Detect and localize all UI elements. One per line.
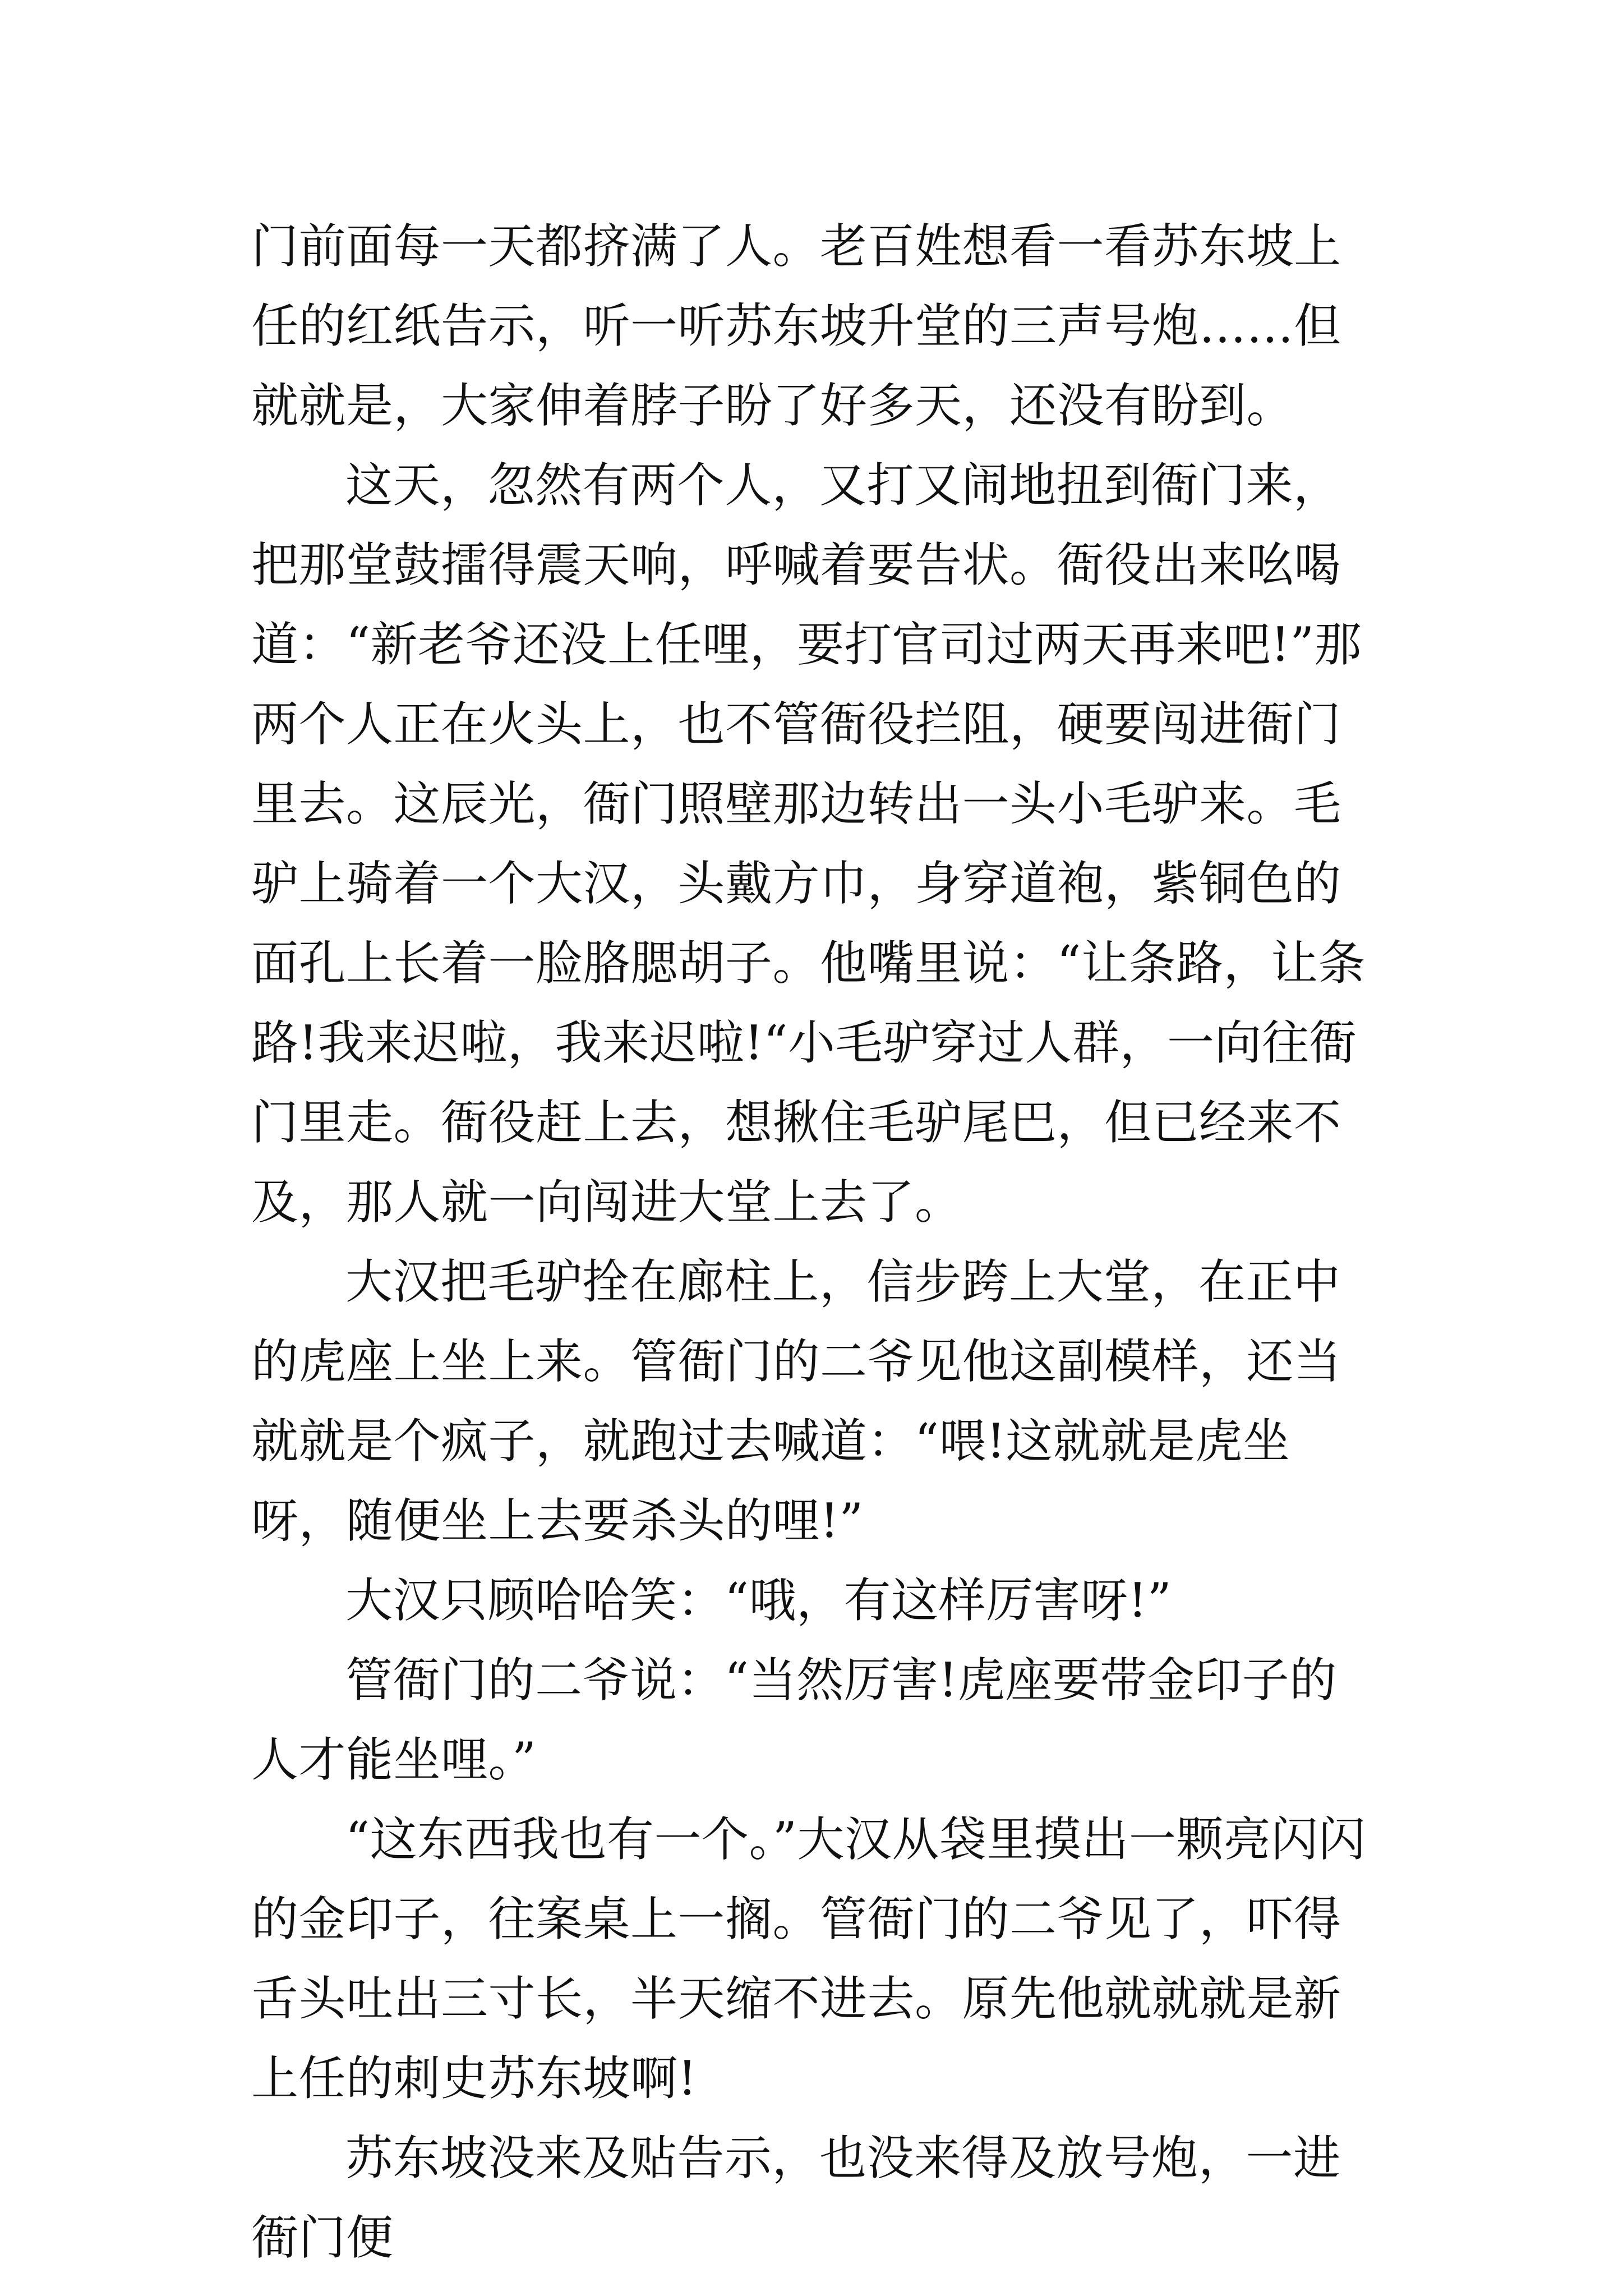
paragraph-1: 门前面每一天都挤满了人。老百姓想看一看苏东坡上任的红纸告示，听一听苏东坡升堂的三声号炮……但就就是，大家伸着脖子盼了好多天，还没有盼到。 (251, 219, 1341, 433)
paragraph-4: 大汉只顾哈哈笑：“哦，有这样厉害呀!” (345, 1573, 1172, 1628)
text-body (251, 206, 1382, 2277)
paragraph-7: 苏东坡没来及贴告示，也没来得及放号炮，一进衙门便 (251, 2131, 1341, 2265)
paragraph-2: 这天，忽然有两个人，又打又闹地扭到衙门来，把那堂鼓擂得震天响，呼喊着要告状。衙役出来吆喝道：“新老爷还没上任哩，要打官司过两天再来吧!”那两个人正在火头上，也不管衙役拦阻，硬要闯进衙门里去。这辰光，衙门照壁那边转出一头小毛驴来。毛驴上骑着一个大汉，头戴方巾，身穿道袍，紫铜色的面孔上长着一脸胳腮胡子。他嘴里说：“让条路，让条路!我来迟啦，我来迟啦!“小毛驴穿过人群，一向往衙门里走。衙役赶上去，想揪住毛驴尾巴，但已经来不及，那人就一向闯进大堂上去了。 (251, 458, 1366, 1230)
paragraph-5: 管衙门的二爷说：“当然厉害!虎座要带金印子的人才能坐哩。” (251, 1653, 1337, 1787)
paragraph-3: 大汉把毛驴拴在廊柱上，信步跨上大堂，在正中的虎座上坐上来。管衙门的二爷见他这副模样，还当就就是个疯子，就跑过去喊道：“喂!这就就是虎坐呀，随便坐上去要杀头的哩!” (251, 1254, 1341, 1548)
paragraph-6: “这东西我也有一个。”大汉从袋里摸出一颗亮闪闪的金印子，往案桌上一搁。管衙门的二爷见了，吓得舌头吐出三寸长，半天缩不进去。原先他就就就是新上任的刺史苏东坡啊! (251, 1812, 1366, 2106)
